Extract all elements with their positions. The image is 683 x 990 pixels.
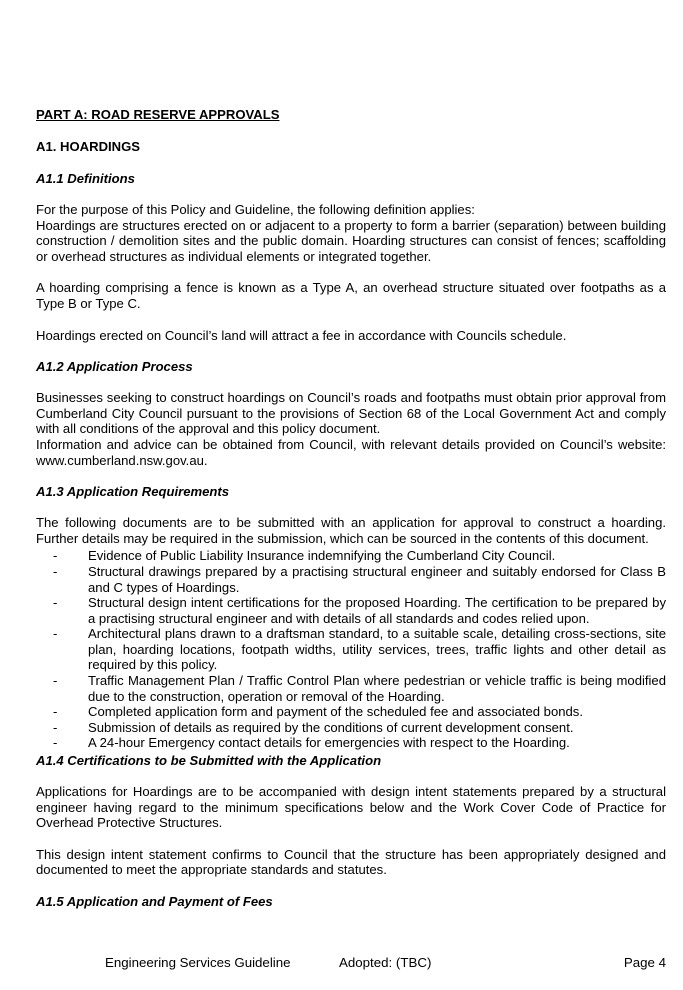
dash-marker: - [53, 548, 58, 564]
application-process-text: Businesses seeking to construct hoardings on Council’s roads and footpaths must obtain prior approval from Cumberland City Council pursuant to the provisions of Section 68 of the Local Government Act and comply with all conditions of the approval and this policy document. [36, 390, 666, 437]
dash-marker: - [53, 626, 58, 642]
heading-a1-3: A1.3 Application Requirements [36, 484, 230, 500]
paragraph-hoarding-types: A hoarding comprising a fence is known as a Type A, an overhead structure situated over footpaths as a Type B or Type C. [36, 280, 666, 311]
footer-adopted: Adopted: (TBC) [339, 955, 432, 970]
list-item-text: Traffic Management Plan / Traffic Control Plan where pedestrian or vehicle traffic is being modified due to the construction, operation or removal of the Hoarding. [88, 673, 666, 704]
paragraph-requirements-intro: The following documents are to be submitted with an application for approval to construct a hoarding. Further details may be required in the submission, which can be sourced in the contents of this document. [36, 515, 666, 546]
paragraph-fees: Hoardings erected on Council’s land will attract a fee in accordance with Councils schedule. [36, 327, 567, 343]
dash-marker: - [53, 673, 58, 689]
dash-marker: - [53, 735, 58, 751]
dash-marker: - [53, 704, 58, 720]
application-info-text: Information and advice can be obtained from Council, with relevant details provided on Council’s website: www.cumberland.nsw.gov.au. [36, 436, 666, 468]
list-item-text: Structural drawings prepared by a practising structural engineer and suitably endorsed for Class B and C types of Hoardings. [88, 563, 666, 595]
footer-title: Engineering Services Guideline [105, 955, 291, 970]
list-item [36, 720, 666, 736]
section-heading-a1: A1. HOARDINGS [36, 139, 141, 154]
heading-a1-4: A1.4 Certifications to be Submitted with the Application [36, 753, 382, 769]
list-item [36, 548, 666, 564]
dash-marker: - [53, 595, 58, 611]
paragraph-definitions [36, 202, 666, 264]
list-item-text: Submission of details as required by the conditions of current development consent. [88, 719, 574, 735]
heading-a1-2: A1.2 Application Process [36, 359, 193, 375]
dash-marker: - [53, 719, 58, 735]
list-item [36, 595, 666, 626]
footer-page-number: Page 4 [623, 955, 666, 970]
list-item [36, 673, 666, 704]
definition-text: Hoardings are structures erected on or adjacent to a property to form a barrier (separation) between building construction / demolition sites and the public domain. Hoarding structures can consist of fences; scaffolding or overhead structures as individual elements or integrated together. [36, 217, 666, 264]
requirements-list [36, 548, 666, 751]
dash-marker: - [53, 563, 58, 579]
list-item [36, 626, 666, 673]
list-item-text: Structural design intent certifications for the proposed Hoarding. The certification to be prepared by a practising structural engineer and with details of all standards and codes relied upon. [88, 595, 666, 626]
page-footer [105, 955, 666, 973]
heading-a1-1: A1.1 Definitions [36, 171, 135, 186]
part-heading: PART A: ROAD RESERVE APPROVALS [36, 107, 280, 122]
list-item [36, 704, 666, 720]
definition-intro: For the purpose of this Policy and Guideline, the following definition applies: [36, 202, 475, 217]
list-item [36, 564, 666, 595]
list-item-text: A 24-hour Emergency contact details for emergencies with respect to the Hoarding. [88, 735, 570, 751]
document-body [36, 106, 666, 910]
list-item-text: Evidence of Public Liability Insurance indemnifying the Cumberland City Council. [88, 548, 556, 564]
paragraph-certifications: Applications for Hoardings are to be accompanied with design intent statements prepared by a structural engineer having regard to the minimum specifications below and the Work Cover Code of Practice for Overhead Protective Structures. [36, 784, 666, 831]
heading-a1-5: A1.5 Application and Payment of Fees [36, 894, 273, 909]
paragraph-design-intent: This design intent statement confirms to Council that the structure has been appropriately designed and documented to meet the appropriate standards and statutes. [36, 846, 666, 878]
list-item [36, 735, 666, 751]
list-item-text: Architectural plans drawn to a draftsman standard, to a suitable scale, detailing cross-sections, site plan, hoarding locations, footpath widths, utility services, trees, traffic lights and other detail as required by this policy. [88, 626, 666, 673]
paragraph-application-process [36, 390, 666, 468]
list-item-text: Completed application form and payment of the scheduled fee and associated bonds. [88, 704, 583, 720]
